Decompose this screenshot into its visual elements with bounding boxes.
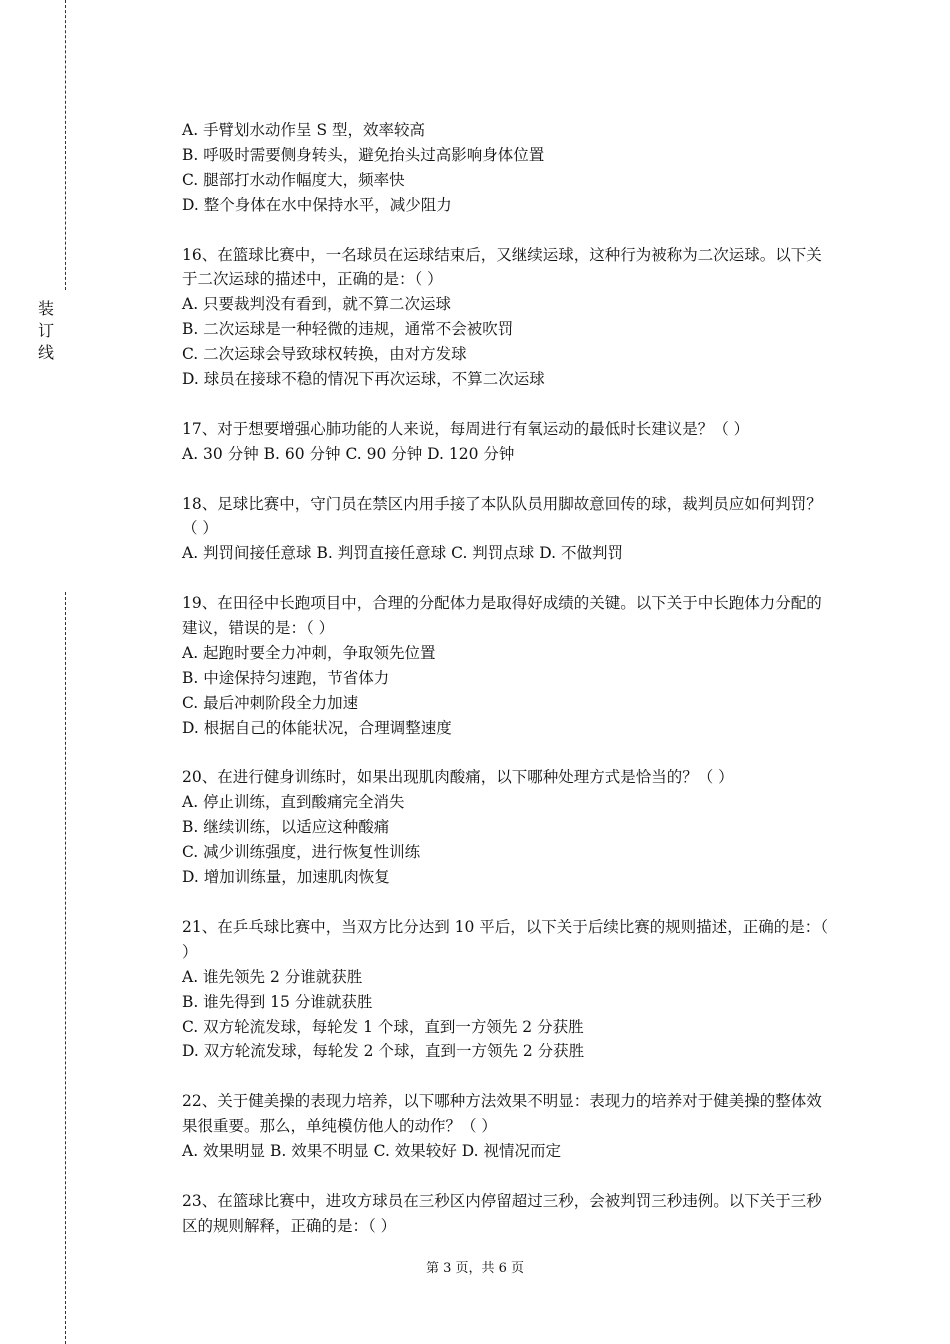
binding-line-bottom (65, 592, 66, 1344)
option: B. 呼吸时需要侧身转头，避免抬头过高影响身体位置 (182, 145, 545, 164)
option: A. 谁先领先 2 分谁就获胜 (182, 967, 363, 986)
option: D. 根据自己的体能状况，合理调整速度 (182, 718, 452, 737)
question-stem: 23、在篮球比赛中，进攻方球员在三秒区内停留超过三秒，会被判罚三秒违例。以下关于三秒区的规则解释，正确的是：（ ） (182, 1191, 822, 1235)
question-stem: 21、在乒乓球比赛中，当双方比分达到 10 平后，以下关于后续比赛的规则描述，正确的是：（ ） (182, 917, 829, 961)
question-stem: 16、在篮球比赛中，一名球员在运球结束后，又继续运球，这种行为被称为二次运球。以下关于二次运球的描述中，正确的是：（ ） (182, 245, 822, 289)
question-15-options (182, 118, 837, 218)
question-list (182, 118, 837, 1264)
question-22 (182, 1089, 837, 1164)
option: C. 最后冲刺阶段全力加速 (182, 693, 359, 712)
option: A. 只要裁判没有看到，就不算二次运球 (182, 295, 452, 314)
question-stem: 19、在田径中长跑项目中，合理的分配体力是取得好成绩的关键。以下关于中长跑体力分配的建议，错误的是：（ ） (182, 594, 822, 638)
option: A. 停止训练，直到酸痛完全消失 (182, 793, 405, 812)
option: B. 谁先得到 15 分谁就获胜 (182, 992, 373, 1011)
question-stem: 18、足球比赛中，守门员在禁区内用手接了本队队员用脚故意回传的球，裁判员应如何判罚？（ ） (182, 494, 822, 538)
option: B. 继续训练，以适应这种酸痛 (182, 818, 390, 837)
binding-label (36, 298, 56, 364)
option: C. 腿部打水动作幅度大，频率快 (182, 170, 405, 189)
option: A. 判罚间接任意球 B. 判罚直接任意球 C. 判罚点球 D. 不做判罚 (182, 544, 623, 563)
option: C. 双方轮流发球，每轮发 1 个球，直到一方领先 2 分获胜 (182, 1017, 584, 1036)
binding-line-top (65, 0, 66, 290)
option: B. 二次运球是一种轻微的违规，通常不会被吹罚 (182, 320, 514, 339)
option: C. 二次运球会导致球权转换，由对方发球 (182, 345, 467, 364)
option: D. 增加训练量，加速肌肉恢复 (182, 868, 390, 887)
question-stem: 22、关于健美操的表现力培养，以下哪种方法效果不明显：表现力的培养对于健美操的整体效果很重要。那么，单纯模仿他人的动作？（ ） (182, 1092, 822, 1136)
option: A. 手臂划水动作呈 S 型，效率较高 (182, 121, 426, 139)
binding-char: 订 (37, 321, 54, 340)
question-20 (182, 765, 837, 890)
binding-char: 线 (37, 343, 54, 362)
option: D. 整个身体在水中保持水平，减少阻力 (182, 195, 452, 214)
question-23 (182, 1189, 837, 1239)
question-stem: 17、对于想要增强心肺功能的人来说，每周进行有氧运动的最低时长建议是？（ ） (182, 419, 750, 438)
question-21 (182, 915, 837, 1064)
option: A. 30 分钟 B. 60 分钟 C. 90 分钟 D. 120 分钟 (182, 444, 515, 463)
page-number: 第 3 页，共 6 页 (425, 1261, 525, 1276)
option: A. 起跑时要全力冲刺，争取领先位置 (182, 643, 436, 662)
binding-char: 装 (37, 299, 54, 318)
option: D. 球员在接球不稳的情况下再次运球，不算二次运球 (182, 370, 545, 389)
question-19 (182, 591, 837, 740)
question-stem: 20、在进行健身训练时，如果出现肌肉酸痛，以下哪种处理方式是恰当的？（ ） (182, 768, 734, 787)
question-17 (182, 417, 837, 467)
question-18 (182, 492, 837, 567)
option: B. 中途保持匀速跑，节省体力 (182, 668, 390, 687)
option: A. 效果明显 B. 效果不明显 C. 效果较好 D. 视情况而定 (182, 1142, 561, 1161)
option: D. 双方轮流发球，每轮发 2 个球，直到一方领先 2 分获胜 (182, 1042, 585, 1061)
question-16 (182, 243, 837, 392)
option: C. 减少训练强度，进行恢复性训练 (182, 843, 421, 862)
